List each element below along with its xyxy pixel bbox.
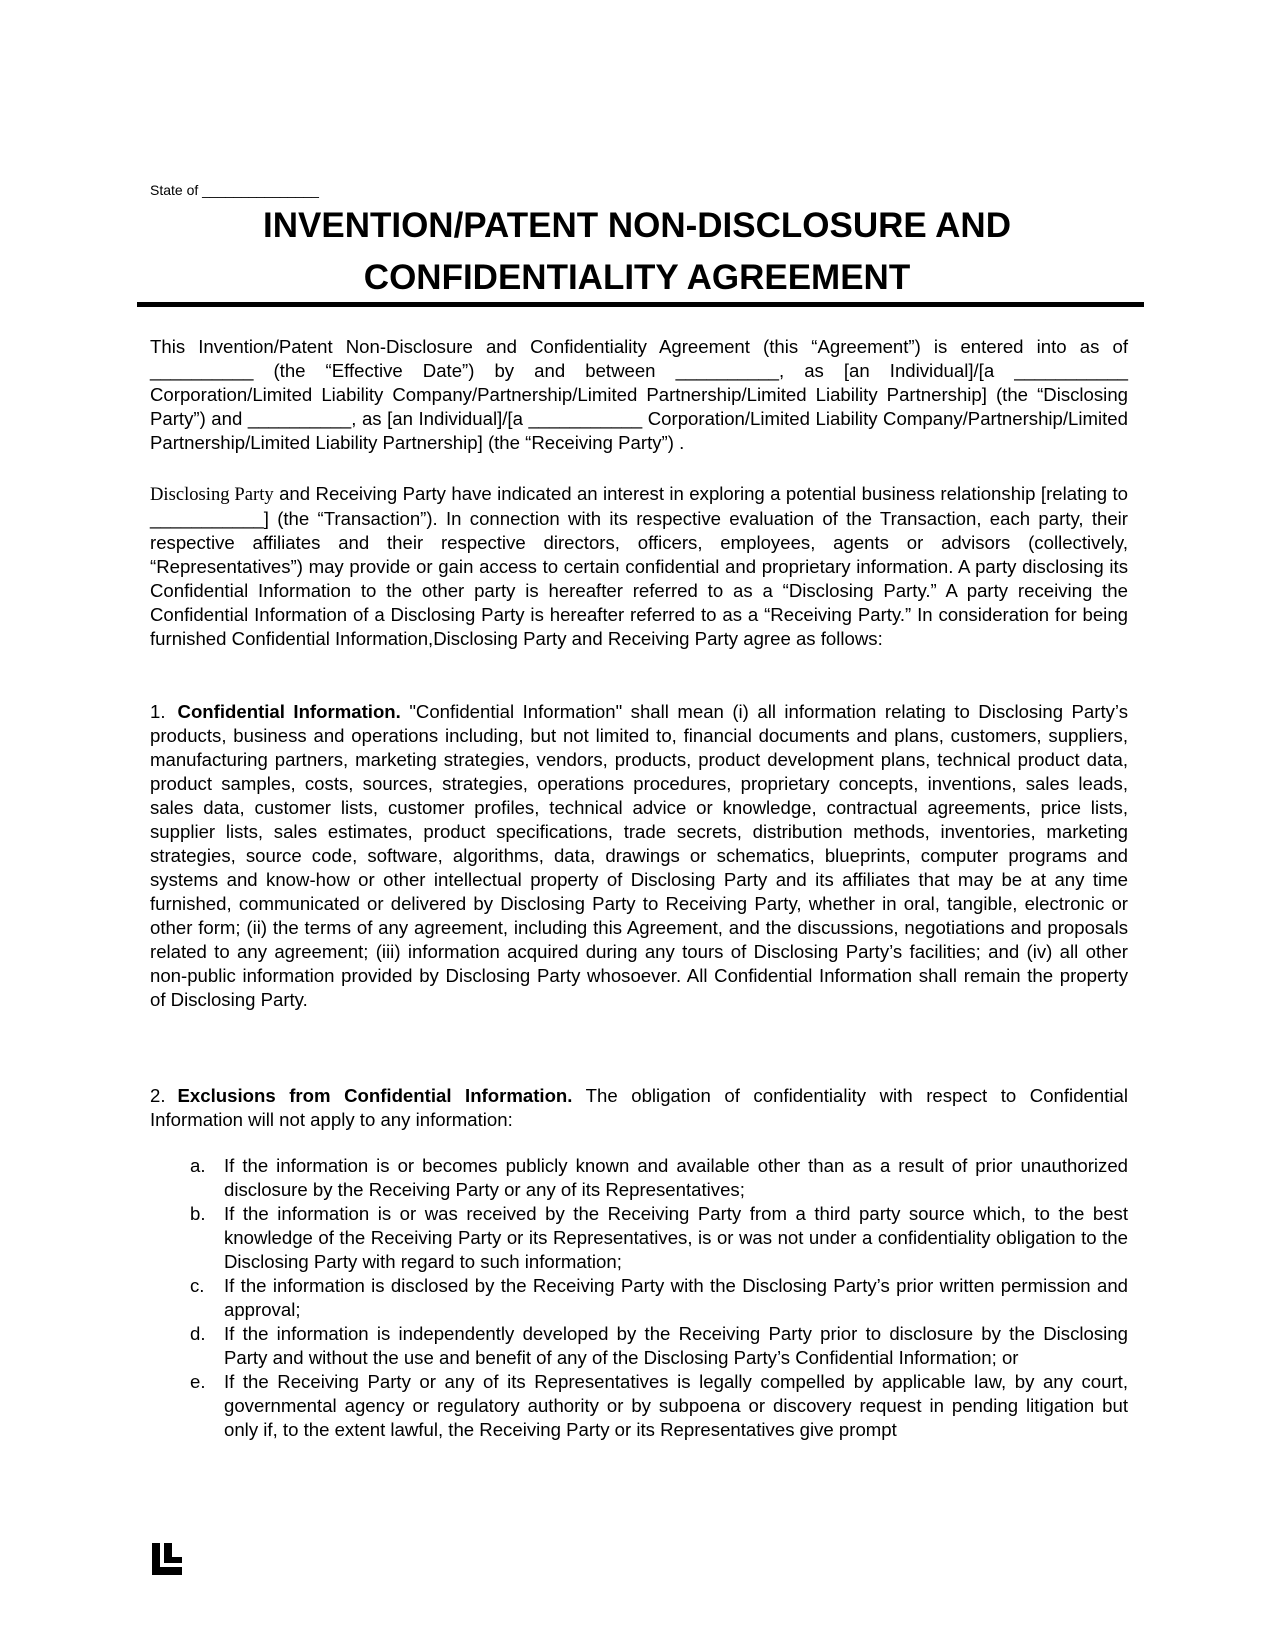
section-2: [150, 1084, 1128, 1132]
exclusion-text: If the information is independently developed by the Receiving Party prior to disclosure by the Disclosing Party and without the use and benefit of any of the Disclosing Party’s Confidential Information; or: [224, 1323, 1128, 1368]
exclusion-marker: b.: [190, 1203, 206, 1224]
state-line: State of _______________: [150, 182, 319, 198]
exclusion-marker: a.: [190, 1155, 206, 1176]
title-line-1: INVENTION/PATENT NON-DISCLOSURE AND: [263, 206, 1011, 245]
section-1-text: "Confidential Information" shall mean (i) all information relating to Disclosing Party’s products, business and operations including, but not limited to, financial documents and plans, customers, suppliers, manufacturing partners, marketing strategies, vendors, products, product development plans, technical product data, product samples, costs, sources, strategies, operations procedures, proprietary concepts, inventions, sales leads, sales data, customer lists, customer profiles, technical advice or knowledge, contractual agreements, price lists, supplier lists, sales estimates, product specifications, trade secrets, distribution methods, inventories, marketing strategies, source code, software, algorithms, data, drawings or schematics, blueprints, computer programs and systems and know-how or other intellectual property of Disclosing Party and its affiliates that may be at any time furnished, communicated or delivered by Disclosing Party to Receiving Party, whether in oral, tangible, electronic or other form; (ii) the terms of any agreement, including this Agreement, and the discussions, negotiations and proposals related to any agreement; (iii) information acquired during any tours of Disclosing Party’s facilities; and (iv) all other non-public information provided by Disclosing Party whosoever. All Confidential Information shall remain the property of Disclosing Party.: [150, 701, 1128, 1010]
recitals-paragraph: [150, 482, 1128, 651]
exclusion-item: [150, 1322, 1128, 1370]
exclusion-text: If the information is or becomes publicly known and available other than as a result of prior unauthorized disclosure by the Receiving Party or any of its Representatives;: [224, 1155, 1128, 1200]
exclusion-marker: e.: [190, 1371, 206, 1392]
legal-document-logo-icon: [152, 1543, 182, 1575]
exclusion-marker: d.: [190, 1323, 206, 1344]
intro-paragraph: This Invention/Patent Non-Disclosure and Confidentiality Agreement (this “Agreement”) is entered into as of __________ (the “Effective Date”) by and between __________, as [an Individual]/[a ___________ Corporation/Limited Liability Company/Partnership/Limited Partnership/Limited Liability Partnership] (the “Disclosing Party”) and __________, as [an Individual]/[a ___________ Corporation/Limited Liability Company/Partnership/Limited Partnership/Limited Liability Partnership] (the “Receiving Party”) .: [150, 336, 1128, 453]
exclusions-list: [150, 1154, 1128, 1442]
recitals-lead: Disclosing Party: [150, 484, 274, 505]
exclusion-item: [150, 1202, 1128, 1274]
section-1: [150, 700, 1128, 1012]
section-2-heading: Exclusions from Confidential Information.: [177, 1085, 573, 1106]
exclusion-item: [150, 1154, 1128, 1202]
section-1-heading: Confidential Information.: [177, 701, 401, 722]
exclusion-item: [150, 1274, 1128, 1322]
recitals-text: and Receiving Party have indicated an interest in exploring a potential business relationship [relating to ___________] (the “Transaction”). In connection with its respective evaluation of the Transaction, each party, their respective affiliates and their respective directors, officers, employees, agents or advisors (collectively, “Representatives”) may provide or gain access to certain confidential and proprietary information. A party disclosing its Confidential Information to the other party is hereafter referred to as a “Disclosing Party.” A party receiving the Confidential Information of a Disclosing Party is hereafter referred to as a “Receiving Party.” In consideration for being furnished Confidential Information,Disclosing Party and Receiving Party agree as follows:: [150, 483, 1128, 649]
exclusion-text: If the information is disclosed by the Receiving Party with the Disclosing Party’s prior written permission and approval;: [224, 1275, 1128, 1320]
exclusion-item: [150, 1370, 1128, 1442]
section-2-text: The obligation of confidentiality with respect to Confidential Information will not apply to any information:: [150, 1085, 1128, 1130]
title-line-2: CONFIDENTIALITY AGREEMENT: [363, 258, 911, 297]
section-2-number: 2.: [150, 1085, 166, 1106]
exclusion-text: If the information is or was received by the Receiving Party from a third party source which, to the best knowledge of the Receiving Party or its Representatives, is or was not under a confidentiality obligation to the Disclosing Party with regard to such information;: [224, 1203, 1128, 1272]
exclusion-text: If the Receiving Party or any of its Representatives is legally compelled by applicable law, by any court, governmental agency or regulatory authority or by subpoena or discovery request in pending litigation but only if, to the extent lawful, the Receiving Party or its Representatives give prompt: [224, 1371, 1128, 1440]
exclusion-marker: c.: [190, 1275, 205, 1296]
section-1-number: 1.: [150, 701, 166, 722]
document-title: [130, 200, 1144, 304]
title-divider: [137, 302, 1144, 307]
